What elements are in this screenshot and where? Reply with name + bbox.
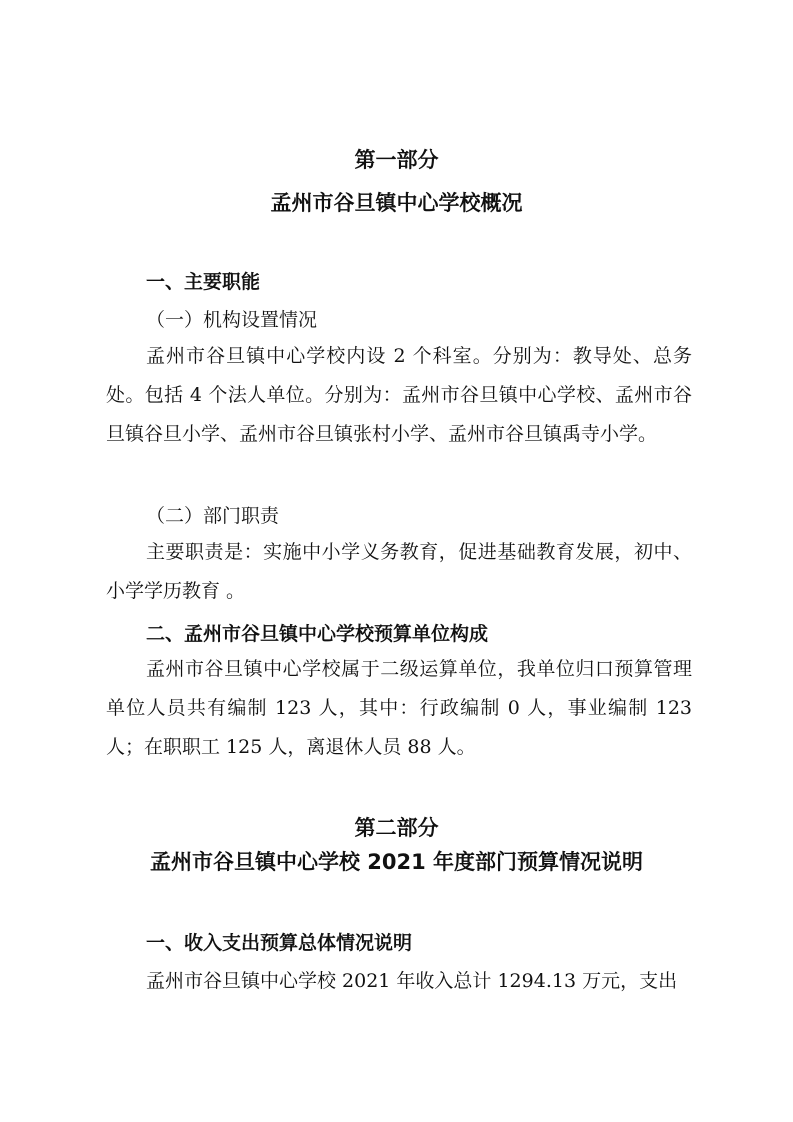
part2-title: 孟州市谷旦镇中心学校 2021 年度部门预算情况说明: [149, 850, 644, 874]
section3-heading: 一、收入支出预算总体情况说明: [146, 932, 413, 954]
section1-heading: 一、主要职能: [146, 271, 261, 293]
part2-label: 第二部分: [354, 816, 439, 840]
section1-sub2-heading: （二）部门职责: [146, 505, 280, 527]
part1-title: 孟州市谷旦镇中心学校概况: [270, 191, 523, 215]
part1-label: 第一部分: [354, 148, 439, 172]
section2-heading: 二、孟州市谷旦镇中心学校预算单位构成: [146, 623, 489, 645]
section2-text: 孟州市谷旦镇中心学校属于二级运算单位，我单位归口预算管理单位人员共有编制 123 人，其中：行政编制 0 人，事业编制 123 人；在职职工 125 人，离退休人员 88 人。: [106, 658, 692, 758]
section1-sub1-text: 孟州市谷旦镇中心学校内设 2 个科室。分别为：教导处、总务处。包括 4 个法人单位。分别为：孟州市谷旦镇中心学校、孟州市谷旦镇谷旦小学、孟州市谷旦镇张村小学、孟州市谷旦镇禹寺小学。: [106, 345, 692, 445]
section3-text: 孟州市谷旦镇中心学校 2021 年收入总计 1294.13 万元，支出: [146, 970, 678, 992]
section1-sub2-text: 主要职责是：实施中小学义务教育，促进基础教育发展，初中、小学学历教育 。: [106, 541, 692, 602]
section1-sub1-heading: （一）机构设置情况: [146, 309, 318, 331]
